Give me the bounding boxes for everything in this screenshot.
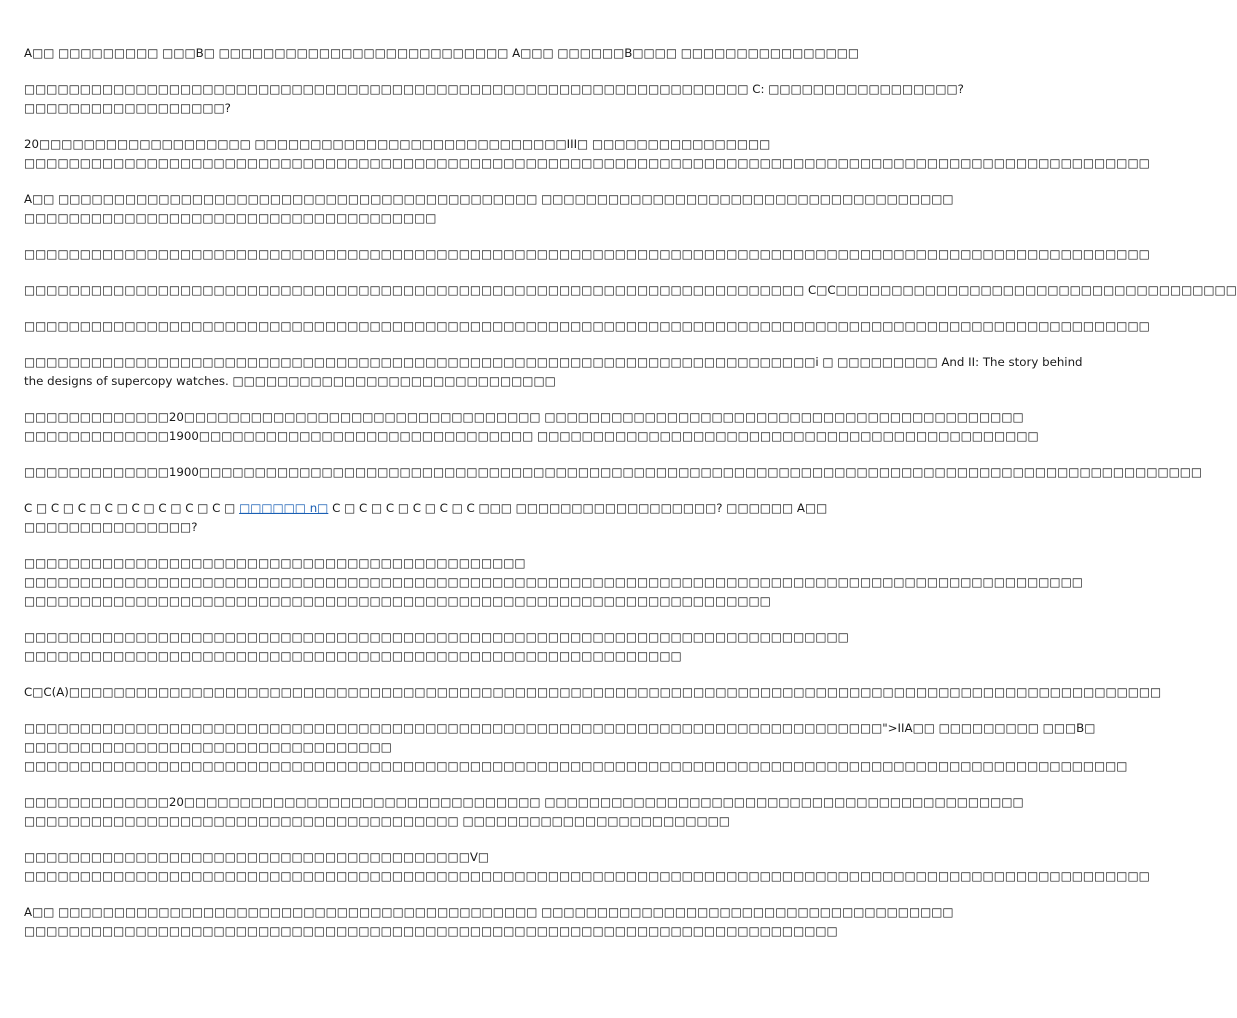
paragraph-line: 20□□□□□□□□□□□□□□□□□□□ □□□□□□□□□□□□□□□□□□□□□□□□□□□□III□ □□□□□□□□□□□□□□□□	[24, 137, 771, 151]
paragraph-line: □□□□□□□□□□□□□□□□□□□□□□□□□□□□□□□□□□□□□□□□□□□□□□□□□□□□□□□□□□□□□□□□□□□□□□□□□□	[24, 630, 849, 644]
paragraph	[24, 135, 1150, 173]
paragraph-line: □□□□□□□□□□□□□□□□□□□□□□□□□□□□□□□□□□□□□□□□V□	[24, 850, 490, 864]
paragraph-line: □□□□□□□□□□□□□□□□□□□□□□□□□□□□□□□□□□□□□□□□□□□□□□□□□□□□□□□□□□□□□□□□□□□□□□□□□□□□□□□□□□□□□□□□□□□□□□□	[24, 575, 1083, 589]
paragraph	[24, 80, 964, 118]
paragraph	[24, 353, 1083, 391]
paragraph	[24, 317, 1150, 336]
paragraph-line: □□□□□□□□□□□□□□□□□□?	[24, 101, 231, 115]
paragraph-line: □□□□□□□□□□□□□□□□□□□□□□□□□□□□□□□□□□□□□□□□□□□□□□□□□□□□□□□□□□□□□□□□□□□□□□ C□C□□□□□□□□□□□□□□□□□□□□□□□□□□□□□□□□□□□□	[24, 283, 1237, 297]
paragraph-line: □□□□□□□□□□□□□20□□□□□□□□□□□□□□□□□□□□□□□□□□□□□□□□ □□□□□□□□□□□□□□□□□□□□□□□□□□□□□□□□□□□□□□□□□□□	[24, 410, 1024, 424]
paragraph-line: □□□□□□□□□□□□□□□□□□□□□□□□□□□□□□□□□□□□□	[24, 211, 437, 225]
paragraph-line: □□□□□□□□□□□□□□□□□□□□□□□□□□□□□□□□□□□□□□□□□□□□□□□□□□□□□□□□□□□□□□□□□□□□□□□□□□□□□□□□□□□□□□□□□□□□□□□□□□□□□	[24, 247, 1150, 261]
paragraph-line: □□□□□□□□□□□□□□□□□□□□□□□□□□□□□□□□□	[24, 740, 392, 754]
paragraph-line: □□□□□□□□□□□□□□□□□□□□□□□□□□□□□□□□□□□□□□□□□□□□□□□□□□□□□□□□□□□□□□□□□□□□□□□□□□□□□□□□□□□□□□□□□□□□□□□□□□□□□	[24, 319, 1150, 333]
paragraph-line: □□□□□□□□□□□□□20□□□□□□□□□□□□□□□□□□□□□□□□□□□□□□□□ □□□□□□□□□□□□□□□□□□□□□□□□□□□□□□□□□□□□□□□□□□□	[24, 795, 1024, 809]
paragraph-line: □□□□□□□□□□□□□□□□□□□□□□□□□□□□□□□□□□□□□□□ □□□□□□□□□□□□□□□□□□□□□□□□	[24, 814, 730, 828]
paragraph-line: □□□□□□□□□□□□□□□?	[24, 520, 198, 534]
paragraph-line: C□C(A)□□□□□□□□□□□□□□□□□□□□□□□□□□□□□□□□□□□□□□□□□□□□□□□□□□□□□□□□□□□□□□□□□□□□□□□□□□□□□□□□□□□□□□□□□□□□□□□□□□	[24, 685, 1162, 699]
text-fragment: C □ C □ C □ C □ C □ C □ C □ C □	[24, 501, 240, 515]
paragraph-line: □□□□□□□□□□□□□□□□□□□□□□□□□□□□□□□□□□□□□□□□□□□□□□□□□□□□□□□□□□□□□□□□□□□□□□□□□□□□□□□□□□□□□□□□□□□□□□□□□□□□□	[24, 156, 1150, 170]
text-fragment: C □ C □ C □ C □ C □ C □□□ □□□□□□□□□□□□□□□□□□? □□□□□□ A□□	[328, 501, 828, 515]
paragraph-line	[24, 499, 828, 518]
paragraph	[24, 463, 1203, 482]
paragraph-line: □□□□□□□□□□□□□□□□□□□□□□□□□□□□□□□□□□□□□□□□□□□□□□□□□□□□□□□□□□□	[24, 649, 682, 663]
paragraph-line: the designs of supercopy watches. □□□□□□□□□□□□□□□□□□□□□□□□□□□□□	[24, 374, 556, 388]
paragraph-line: A□□ □□□□□□□□□ □□□B□ □□□□□□□□□□□□□□□□□□□□□□□□□□ A□□□ □□□□□□B□□□□ □□□□□□□□□□□□□□□□	[24, 46, 860, 60]
paragraph	[24, 628, 849, 666]
paragraph	[24, 245, 1150, 264]
paragraph-line: A□□ □□□□□□□□□□□□□□□□□□□□□□□□□□□□□□□□□□□□□□□□□□□ □□□□□□□□□□□□□□□□□□□□□□□□□□□□□□□□□□□□□	[24, 905, 954, 919]
paragraph	[24, 903, 954, 941]
paragraph	[24, 408, 1039, 446]
paragraph-line: □□□□□□□□□□□□□□□□□□□□□□□□□□□□□□□□□□□□□□□□□□□□□□□□□□□□□□□□□□□□□□□□□□□□□□□□□	[24, 924, 838, 938]
paragraph	[24, 793, 1024, 831]
inline-link[interactable]: □□□□□□ n□	[239, 501, 329, 515]
paragraph	[24, 719, 1128, 776]
paragraph	[24, 281, 1237, 300]
paragraph-line: □□□□□□□□□□□□□1900□□□□□□□□□□□□□□□□□□□□□□□□□□□□□□□□□□□□□□□□□□□□□□□□□□□□□□□□□□□□□□□□□□□□□□□□□□□□□□□□□□□□□□□□□□	[24, 465, 1203, 479]
paragraph-line: A□□ □□□□□□□□□□□□□□□□□□□□□□□□□□□□□□□□□□□□□□□□□□□ □□□□□□□□□□□□□□□□□□□□□□□□□□□□□□□□□□□□□	[24, 192, 954, 206]
paragraph-line: □□□□□□□□□□□□□1900□□□□□□□□□□□□□□□□□□□□□□□□□□□□□□ □□□□□□□□□□□□□□□□□□□□□□□□□□□□□□□□□□□□□□□□□□□□□	[24, 429, 1039, 443]
paragraph-line: □□□□□□□□□□□□□□□□□□□□□□□□□□□□□□□□□□□□□□□□□□□□□□□□□□□□□□□□□□□□□□□□□□□□□□□□□□□□□□□□□□□□□□□□□□□□□□□□□□□	[24, 759, 1128, 773]
paragraph-line: □□□□□□□□□□□□□□□□□□□□□□□□□□□□□□□□□□□□□□□□□□□□□□□□□□□□□□□□□□□□□□□□□□□	[24, 594, 771, 608]
paragraph	[24, 499, 828, 537]
paragraph	[24, 44, 860, 63]
paragraph	[24, 190, 954, 228]
paragraph-line: □□□□□□□□□□□□□□□□□□□□□□□□□□□□□□□□□□□□□□□□□□□□□□□□□□□□□□□□□□□□□□□□□ C: □□□□□□□□□□□□□□□□□?	[24, 82, 964, 96]
paragraph-line: □□□□□□□□□□□□□□□□□□□□□□□□□□□□□□□□□□□□□□□□□□□□□□□□□□□□□□□□□□□□□□□□□□□□□□□□□□□□□">IIA□□ □□□□□□□□□ □□□B□	[24, 721, 1096, 735]
paragraph-line: □□□□□□□□□□□□□□□□□□□□□□□□□□□□□□□□□□□□□□□□□□□□□	[24, 556, 526, 570]
paragraph	[24, 848, 1150, 886]
paragraph	[24, 554, 1083, 611]
paragraph	[24, 683, 1162, 702]
paragraph-line: □□□□□□□□□□□□□□□□□□□□□□□□□□□□□□□□□□□□□□□□□□□□□□□□□□□□□□□□□□□□□□□□□□□□□□□i □ □□□□□□□□□ And II: The story behind	[24, 355, 1083, 369]
paragraph-line: □□□□□□□□□□□□□□□□□□□□□□□□□□□□□□□□□□□□□□□□□□□□□□□□□□□□□□□□□□□□□□□□□□□□□□□□□□□□□□□□□□□□□□□□□□□□□□□□□□□□□	[24, 869, 1150, 883]
